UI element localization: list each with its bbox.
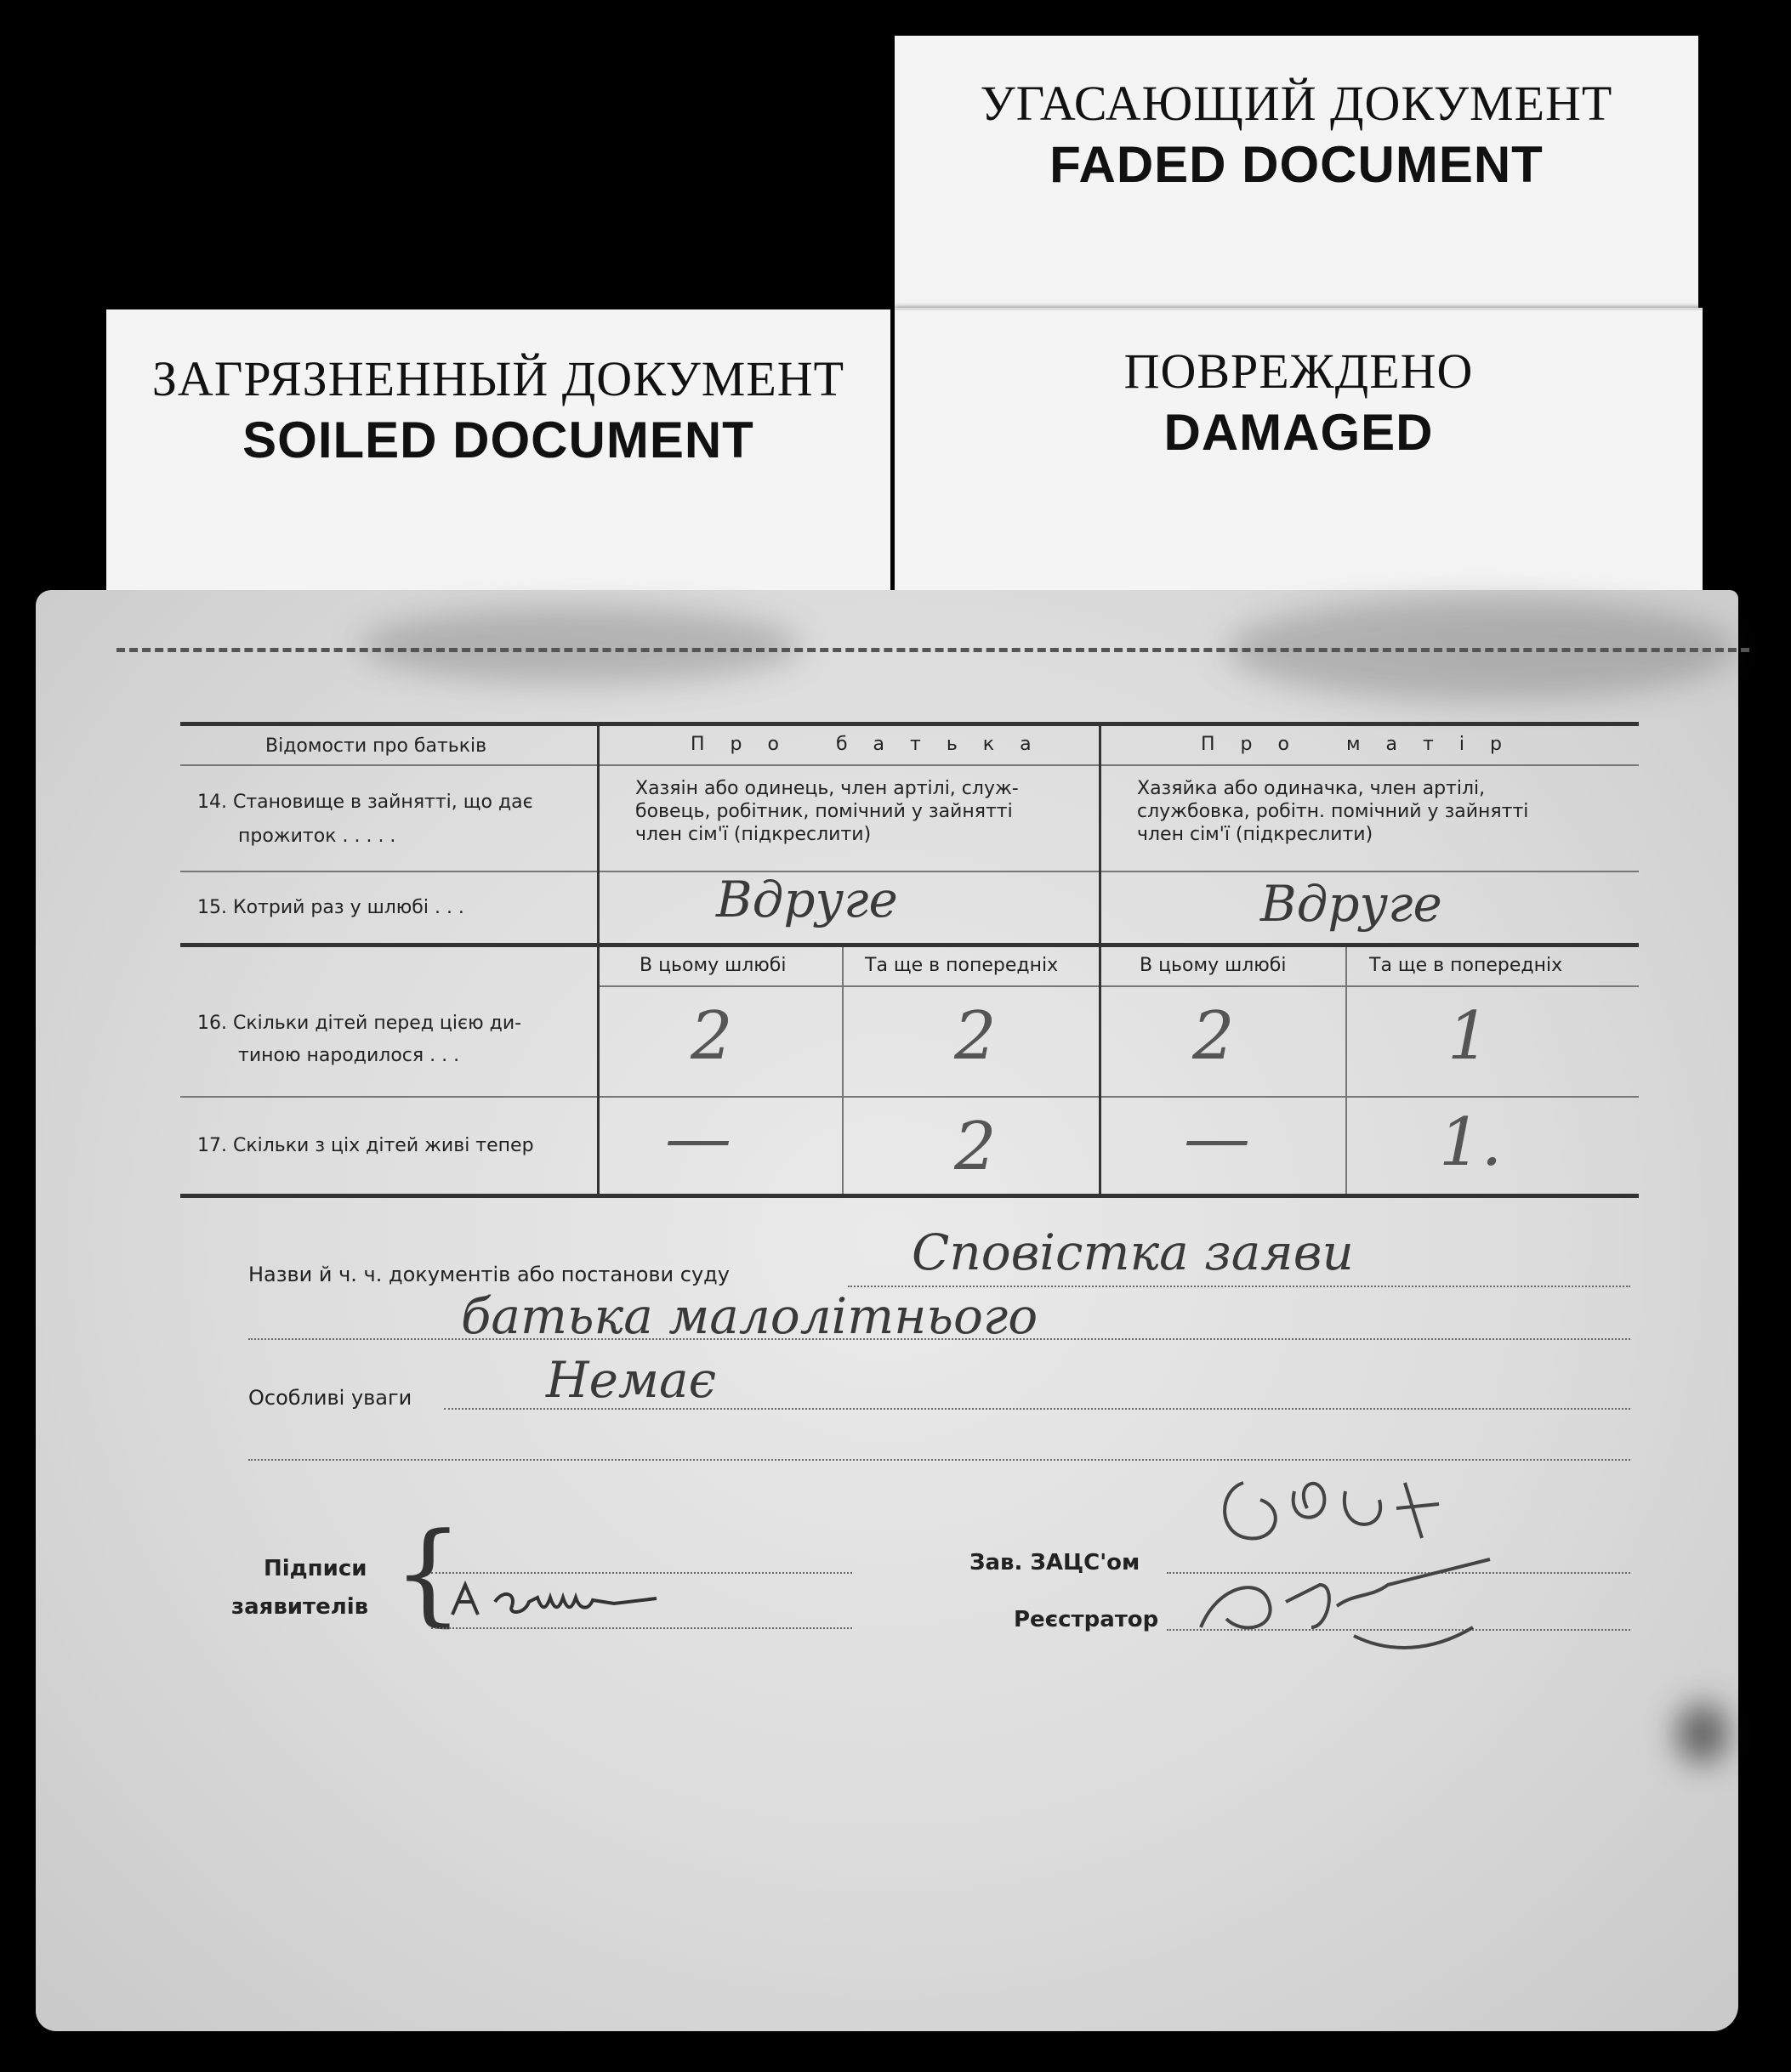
row14-mother-3: член сім'ї (підкреслити) xyxy=(1137,824,1373,845)
stain xyxy=(359,607,801,684)
brace: { xyxy=(393,1508,463,1638)
registry-form-sheet xyxy=(36,590,1738,2031)
notes-label: Особливі уваги xyxy=(248,1386,412,1410)
col-rule xyxy=(1099,726,1101,1194)
signature-line-2 xyxy=(431,1627,852,1629)
faded-document-label xyxy=(895,36,1698,315)
notes-value: Немає xyxy=(546,1351,717,1409)
col-rule xyxy=(1345,947,1347,1194)
row16-father-previous: 2 xyxy=(954,998,997,1075)
rule xyxy=(180,943,1639,947)
row16-mother-this: 2 xyxy=(1192,998,1235,1075)
row17-mother-previous: 1. xyxy=(1439,1104,1503,1181)
head-label: Зав. ЗАЦС'ом xyxy=(969,1550,1140,1575)
row17-father-previous: 2 xyxy=(954,1109,997,1185)
docs-value-2: батька малолітнього xyxy=(461,1287,1038,1345)
row17-mother-this: — xyxy=(1184,1100,1250,1177)
stain xyxy=(1677,1704,1728,1763)
faded-label-en: FADED DOCUMENT xyxy=(1049,136,1544,193)
row16-father-this: 2 xyxy=(691,998,733,1075)
row17-label: 17. Скільки з ціх дітей живі тепер xyxy=(197,1135,534,1156)
header-mother: Про матір xyxy=(1201,734,1527,755)
col-rule xyxy=(597,726,600,1194)
soiled-label-ru: ЗАГРЯЗНЕННЫЙ ДОКУМЕНТ xyxy=(151,351,845,406)
signature-line-1 xyxy=(431,1572,852,1574)
row16-mother-previous: 1 xyxy=(1447,998,1490,1075)
row17-father-this: — xyxy=(665,1100,731,1177)
rule xyxy=(180,764,1639,766)
row15-mother-value: Вдруге xyxy=(1260,875,1442,933)
docs-label: Назви й ч. ч. документів або постанови суду xyxy=(248,1263,730,1286)
col-rule xyxy=(842,947,844,1194)
rule xyxy=(597,985,1639,987)
soiled-document-label xyxy=(106,309,890,599)
header-father: Про батька xyxy=(691,734,1057,755)
signatures-label-2: заявителів xyxy=(231,1594,369,1620)
sub-father-this: В цьому шлюбі xyxy=(640,955,787,976)
row15-label: 15. Котрий раз у шлюбі . . . xyxy=(197,897,464,918)
table-top-rule xyxy=(180,722,1639,726)
row14-father-2: бовець, робітник, помічний у зайнятті xyxy=(635,801,1013,822)
applicant-signature xyxy=(444,1576,784,1627)
row16-label-2: тиною народилося . . . xyxy=(238,1045,460,1066)
row14-label-1: 14. Становище в зайнятті, що дає xyxy=(197,792,533,813)
row14-mother-1: Хазяйка або одиначка, член артілі, xyxy=(1137,778,1486,799)
sub-father-previous: Та ще в попередніх xyxy=(865,955,1059,976)
row15-father-value: Вдруге xyxy=(716,871,898,928)
signatures-label-1: Підписи xyxy=(264,1556,367,1581)
damaged-label-ru: ПОВРЕЖДЕНО xyxy=(1123,343,1474,399)
damaged-document-label xyxy=(895,308,1703,599)
rule xyxy=(180,871,1639,872)
perforation-line xyxy=(117,648,1749,652)
row14-mother-2: службовка, робітн. помічний у зайнятті xyxy=(1137,801,1529,822)
row14-father-1: Хазяін або одинець, член артілі, служ- xyxy=(635,778,1019,799)
rule xyxy=(180,1096,1639,1098)
docs-value-1: Сповістка заяви xyxy=(912,1223,1354,1281)
row16-label-1: 16. Скільки дітей перед цією ди- xyxy=(197,1013,522,1034)
faded-label-ru: УГАСАЮЩИЙ ДОКУМЕНТ xyxy=(980,76,1613,131)
table-bottom-rule xyxy=(180,1194,1639,1198)
header-info: Відомости про батьків xyxy=(265,735,487,757)
official-signatures xyxy=(1167,1457,1524,1678)
row14-father-3: член сім'ї (підкреслити) xyxy=(635,824,872,845)
sub-mother-previous: Та ще в попередніх xyxy=(1369,955,1563,976)
soiled-label-en: SOILED DOCUMENT xyxy=(242,412,754,468)
sub-mother-this: В цьому шлюбі xyxy=(1140,955,1287,976)
registrar-label: Реєстратор xyxy=(1014,1607,1159,1632)
damaged-label-en: DAMAGED xyxy=(1163,404,1434,461)
row14-label-2: прожиток . . . . . xyxy=(238,826,396,847)
